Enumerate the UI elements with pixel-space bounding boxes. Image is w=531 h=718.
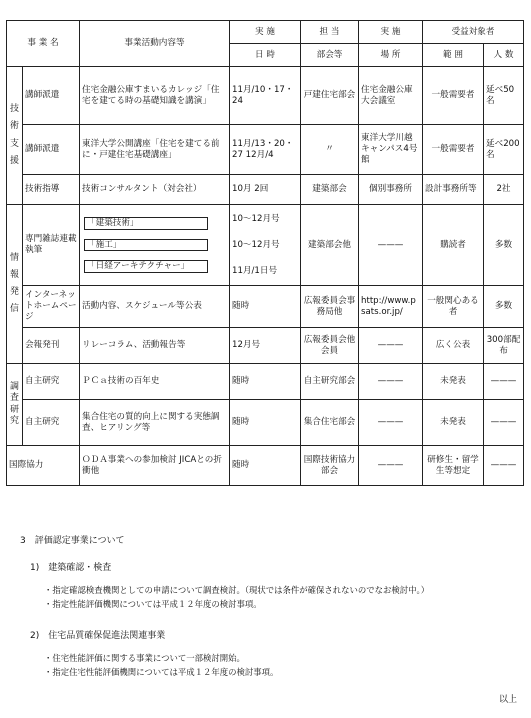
row-count: 多数 [484,286,524,328]
section-3-title: 3 評価認定事業について [20,536,125,546]
header-place-bottom: 場 所 [359,44,423,67]
row-date: 12月号 [230,328,301,364]
section-3-2-title: 2) 住宅品質確保促進法関連事業 [30,631,166,641]
row-place: 東洋大学川越キャンパス4号館 [359,125,423,175]
row-scope: 一般需要者 [423,125,484,175]
row-content: 住宅金融公庫すまいるカレッジ「住宅を建てる時の基礎知識を講演」 [80,67,230,125]
row-count: 多数 [484,205,524,286]
row-scope: 研修生・留学生等想定 [423,446,484,486]
row-scope: 広く公表 [423,328,484,364]
row-dept: 広報委員会事務局他 [301,286,359,328]
row-content: ＯＤＡ事業への参加検討 JICAとの折衝他 [80,446,230,486]
magazine-item: 「施工」 [84,239,208,252]
section-3-2-bullet: ・住宅性能評価に関する事業について一部検討開始。 [44,653,245,663]
row-name: 講師派遣 [23,125,80,175]
row-content: リレーコラム、活動報告等 [80,328,230,364]
row-name: インターネットホームページ [23,286,80,328]
row-count: 2社 [484,175,524,205]
row-scope: 未発表 [423,400,484,446]
row-name: 国際協力 [7,446,80,486]
category-tech-support: 技 術 支 援 [7,67,23,205]
section-3-1-bullet: ・指定性能評価機関については平成１２年度の検討事項。 [44,599,262,609]
magazine-date: 11月/1日号 [232,266,278,276]
row-count: 延べ50名 [484,67,524,125]
row-count: ——— [484,400,524,446]
header-scope: 範 囲 [423,44,484,67]
header-content: 事業活動内容等 [80,21,230,67]
category-research: 調 査 研 究 [7,364,23,446]
category-info: 情 報 発 信 [7,205,23,364]
row-name: 会報発刊 [23,328,80,364]
magazine-item: 「日経アーキテクチャー」 [84,260,208,273]
row-date: 随時 [230,286,301,328]
row-count: ——— [484,364,524,400]
row-place: 住宅金融公庫大会議室 [359,67,423,125]
magazine-date: 10〜12月号 [232,240,280,250]
row-name: 講師派遣 [23,67,80,125]
row-content: 活動内容、スケジュール等公表 [80,286,230,328]
row-place: ——— [359,364,423,400]
row-dept: 自主研究部会 [301,364,359,400]
row-date: 10月 2回 [230,175,301,205]
row-scope: 購読者 [423,205,484,286]
row-date: 随時 [230,364,301,400]
row-name: 専門雑誌連載執筆 [23,205,80,286]
closing-mark: 以上 [498,695,517,705]
row-place: ——— [359,205,423,286]
row-place: ——— [359,400,423,446]
row-dept: 建築部会 [301,175,359,205]
header-count: 人 数 [484,44,524,67]
row-dept: 戸建住宅部会 [301,67,359,125]
row-date: 11月/13・20・27 12月/4 [230,125,301,175]
header-name: 事 業 名 [7,21,80,67]
row-content: ＰＣａ技術の百年史 [80,364,230,400]
row-content: 東洋大学公開講座「住宅を建てる前に・戸建住宅基礎講座」 [80,125,230,175]
row-date: 随時 [230,400,301,446]
row-dept: 国際技術協力部会 [301,446,359,486]
section-3-1-title: 1) 建築確認・検査 [30,563,112,573]
row-date: 随時 [230,446,301,486]
row-content: 技術コンサルタント（対会社） [80,175,230,205]
row-count: ——— [484,446,524,486]
row-dept: 〃 [301,125,359,175]
row-scope: 一般関心ある者 [423,286,484,328]
row-date-subs [230,205,301,286]
magazine-date: 10〜12月号 [232,214,280,224]
header-date-bottom: 日 時 [230,44,301,67]
row-place: 個別事務所 [359,175,423,205]
header-dept-top: 担 当 [301,21,359,44]
section-3-2-bullet: ・指定住宅性能評価機関については平成１２年度の検討事項。 [44,667,279,677]
row-content-subs [80,205,230,286]
row-count: 300部配布 [484,328,524,364]
row-content: 集合住宅の質的向上に関する実態調査、ヒアリング等 [80,400,230,446]
header-place-top: 実 施 [359,21,423,44]
header-beneficiary: 受益対象者 [423,21,524,44]
row-scope: 一般需要者 [423,67,484,125]
row-count: 延べ200名 [484,125,524,175]
row-place: ——— [359,446,423,486]
row-dept: 集合住宅部会 [301,400,359,446]
section-3-1-bullet: ・指定確認検査機関としての申請について調査検討。（現状では条件が確保されないのでなお検討中。） [44,585,430,595]
row-place-url[interactable]: http://www.psats.or.jp/ [359,286,423,328]
activity-table [6,20,524,486]
row-scope: 設計事務所等 [423,175,484,205]
header-date-top: 実 施 [230,21,301,44]
magazine-item: 「建築技術」 [84,217,208,230]
header-dept-bottom: 部会等 [301,44,359,67]
row-name: 自主研究 [23,364,80,400]
row-dept: 建築部会他 [301,205,359,286]
row-date: 11月/10・17・24 [230,67,301,125]
row-name: 自主研究 [23,400,80,446]
row-place: ——— [359,328,423,364]
row-name: 技術指導 [23,175,80,205]
row-scope: 未発表 [423,364,484,400]
row-dept: 広報委員会他会員 [301,328,359,364]
